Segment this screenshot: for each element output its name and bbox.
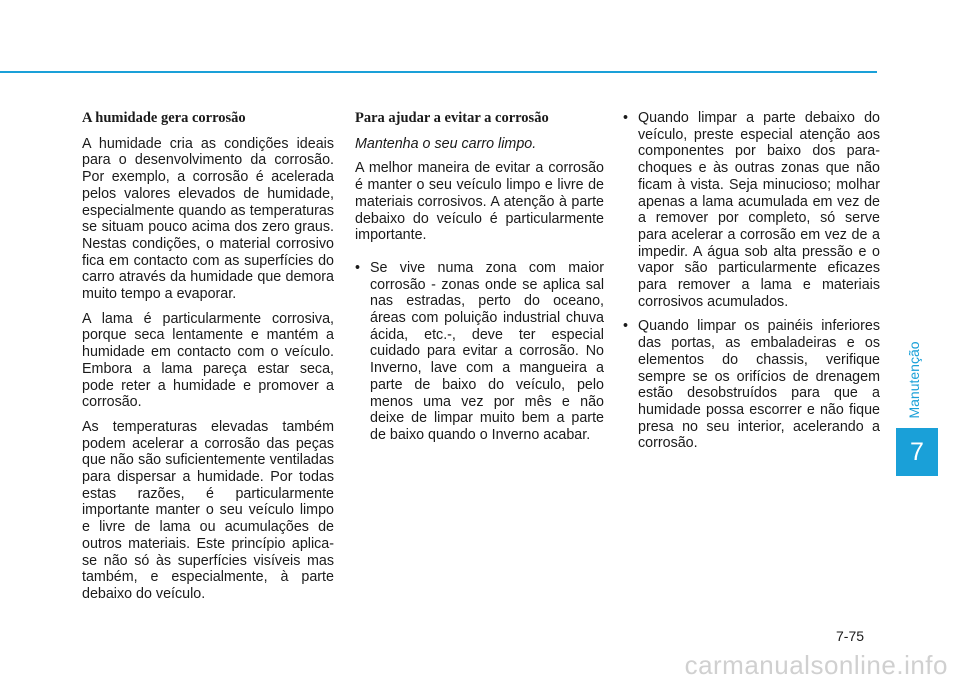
paragraph: A melhor maneira de evitar a corrosão é manter o seu veículo limpo e livre de materiais corrosivos. A atenção à parte debaixo do veículo é particularmente importante.	[355, 160, 604, 244]
page-number: 7-75	[836, 628, 865, 644]
chapter-number-tab: 7	[896, 428, 938, 476]
bullet-dot: •	[355, 259, 361, 276]
chapter-title: Manutenção	[906, 341, 922, 419]
bullet-dot: •	[623, 318, 629, 335]
bullet-text: Quando limpar os painéis inferiores das portas, as embaladeiras e os elementos do chassis, verifique sempre se os orifícios de drenagem estão desobstruídos para que a humidade possa escorrer e não fique presa no seu interior, acelerando a corrosão.	[638, 318, 880, 452]
chapter-side-label	[884, 320, 944, 440]
top-divider	[0, 71, 877, 73]
subheading-keep-clean: Mantenha o seu carro limpo.	[355, 135, 537, 152]
column-humidity	[82, 110, 334, 611]
paragraph: A humidade cria as condições ideais para o desenvolvimento da corrosão. Por exemplo, a corrosão é acelerada pelos valores elevados de humidade, especialmente quando as temperaturas se situam pouco acima dos zero graus. Nestas condições, o material corrosivo fica em contacto com as superfícies do carro através da humidade que demora muito tempo a evaporar.	[82, 135, 334, 303]
bullet-item	[623, 318, 880, 452]
section-heading-prevent: Para ajudar a evitar a corrosão	[355, 110, 549, 126]
site-watermark: carmanualsonline.info	[684, 650, 948, 680]
column-cleaning-tips	[623, 110, 880, 460]
paragraph: A lama é particularmente corrosiva, porque seca lentamente e mantém a humidade em contacto com o veículo. Embora a lama pareça estar seca, pode reter a humidade e promover a corrosão.	[82, 310, 334, 411]
bullet-text: Quando limpar a parte debaixo do veículo, preste especial atenção aos componentes por baixo dos para-choques e às outras zonas que não ficam à vista. Seja minucioso; molhar apenas a lama acumulada em vez de a remover por completo, só serve para acelerar a corrosão em vez de a impedir. A água sob alta pressão e o vapor são particularmente eficazes para remover a lama e materiais corrosivos acumulados.	[638, 110, 880, 310]
section-heading-humidity: A humidade gera corrosão	[82, 110, 246, 126]
bullet-item	[623, 110, 880, 310]
bullet-item	[355, 260, 604, 444]
column-prevent-corrosion	[355, 110, 604, 452]
bullet-dot: •	[623, 110, 629, 126]
bullet-text: Se vive numa zona com maior corrosão - zonas onde se aplica sal nas estradas, perto do oceano, áreas com poluição industrial chuva ácida, etc.-, deve ter especial cuidado para evitar a corrosão. No Inverno, lave com a mangueira a parte de baixo do veículo, pelo menos uma vez por mês e não deixe de limpar muito bem a parte de baixo quando o Inverno acabar.	[370, 259, 604, 443]
paragraph: As temperaturas elevadas também podem acelerar a corrosão das peças que não são suficientemente ventiladas para dispersar a humidade. Por todas estas razões, é particularmente importante manter o seu veículo limpo e livre de lama ou acumulações de outros materiais. Este princípio aplica-se não só às superfícies visíveis mas também, e especialmente, à parte debaixo do veículo.	[82, 418, 334, 602]
